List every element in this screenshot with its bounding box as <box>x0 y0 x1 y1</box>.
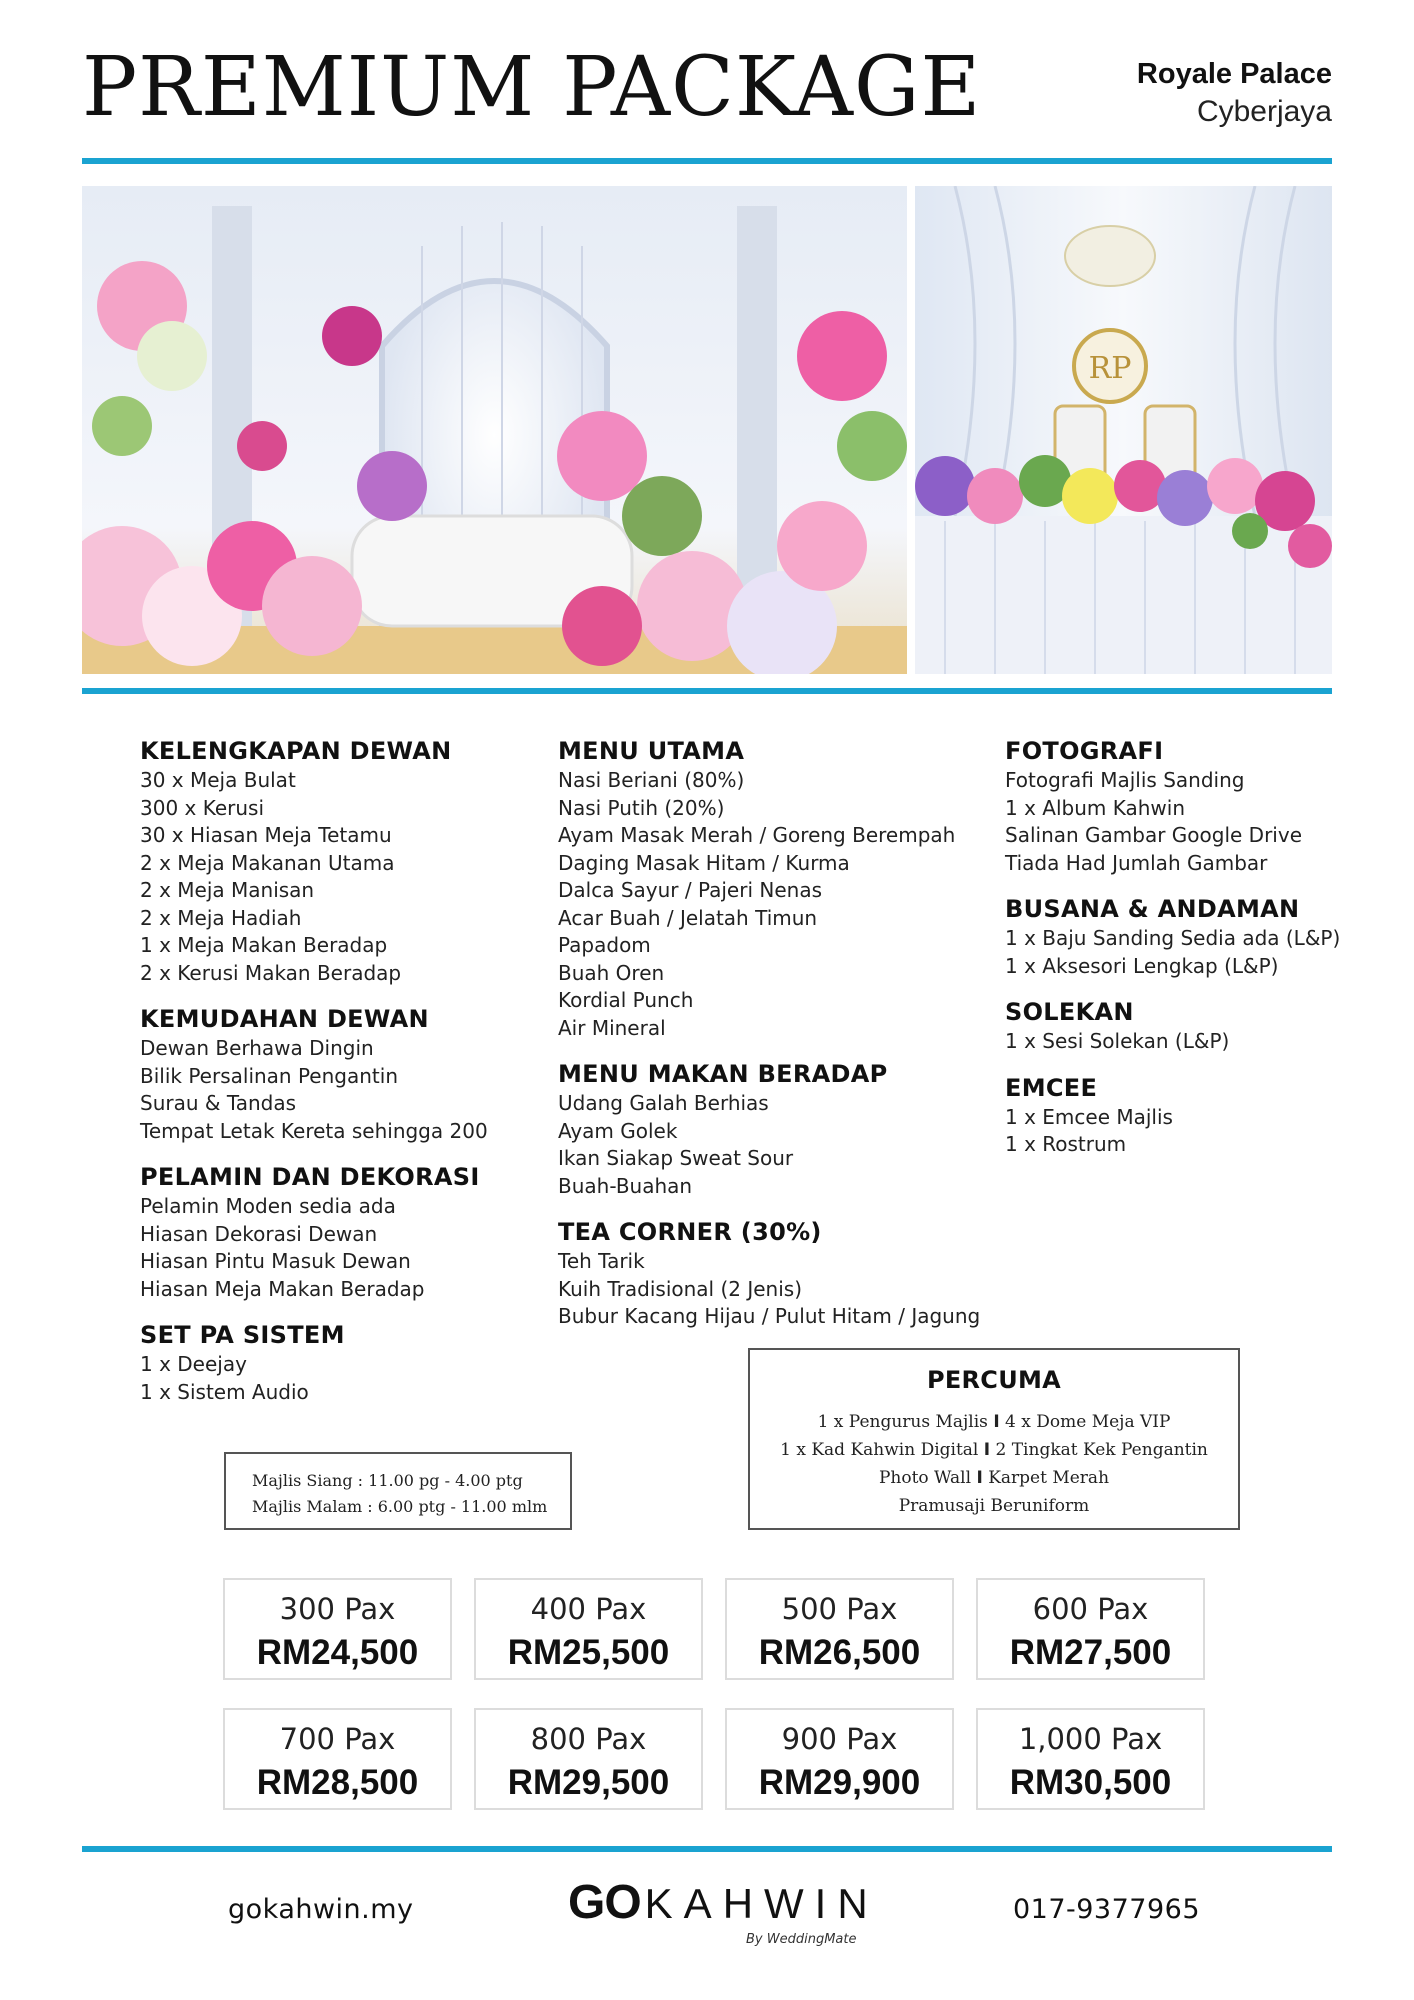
pax-label: 800 Pax <box>530 1722 647 1756</box>
price-amount: RM29,500 <box>507 1763 670 1802</box>
column-left <box>140 735 488 1422</box>
section-title: EMCEE <box>1005 1073 1098 1102</box>
list-item: Air Mineral <box>558 1015 666 1040</box>
venue-block <box>1137 58 1332 129</box>
venue-name: Royale Palace <box>1136 58 1332 90</box>
list-item: 1 x Rostrum <box>1005 1132 1127 1156</box>
list-item: Surau & Tandas <box>140 1091 297 1115</box>
list-item: 1 x Deejay <box>140 1352 247 1376</box>
logo-go: GO <box>568 1876 641 1929</box>
percuma-item: Karpet Merah <box>988 1468 1110 1488</box>
section-title: SOLEKAN <box>1005 998 1134 1026</box>
price-card <box>725 1578 954 1680</box>
logo-kahwin: KAHWIN <box>644 1880 879 1927</box>
list-item: Nasi Putih (20%) <box>558 795 725 820</box>
page-title: PREMIUM PACKAGE <box>82 40 982 135</box>
list-item: Pelamin Moden sedia ada <box>140 1194 396 1218</box>
list-item: Acar Buah / Jelatah Timun <box>558 905 818 930</box>
pax-label: 300 Pax <box>279 1592 396 1626</box>
list-item: 1 x Aksesori Lengkap (L&P) <box>1005 953 1279 978</box>
pax-label: 700 Pax <box>279 1722 396 1756</box>
list-item: Ayam Masak Merah / Goreng Berempah <box>558 823 956 847</box>
pax-label: 1,000 Pax <box>1018 1722 1163 1756</box>
price-card <box>474 1708 703 1810</box>
section-tea-corner <box>558 1216 980 1331</box>
percuma-item: 1 x Pengurus Majlis <box>817 1412 988 1432</box>
list-item: 1 x Sistem Audio <box>140 1379 309 1404</box>
list-item: 300 x Kerusi <box>140 795 265 820</box>
list-item: Bilik Persalinan Pengantin <box>140 1063 398 1088</box>
list-item: 30 x Meja Bulat <box>140 768 296 792</box>
price-amount: RM28,500 <box>256 1763 419 1802</box>
section-title: BUSANA & ANDAMAN <box>1005 895 1300 923</box>
list-item: 2 x Meja Hadiah <box>140 905 302 930</box>
list-item: 1 x Album Kahwin <box>1005 795 1186 820</box>
percuma-box <box>748 1348 1240 1530</box>
list-item: Tiada Had Jumlah Gambar <box>1005 850 1268 875</box>
price-amount: RM26,500 <box>758 1633 921 1672</box>
bottom-divider <box>82 1846 1332 1852</box>
section-title: FOTOGRAFI <box>1005 737 1164 765</box>
price-amount: RM30,500 <box>1009 1763 1172 1802</box>
list-item: Bubur Kacang Hijau / Pulut Hitam / Jagung <box>558 1304 981 1328</box>
price-amount: RM25,500 <box>507 1633 670 1672</box>
column-right <box>1005 735 1340 1175</box>
section-title: PELAMIN DAN DEKORASI <box>140 1163 480 1191</box>
list-item: Ikan Siakap Sweat Sour <box>558 1146 794 1170</box>
list-item: Teh Tarik <box>558 1249 645 1273</box>
section-solekan <box>1005 996 1340 1056</box>
section-fotografi <box>1005 735 1340 877</box>
list-item: 2 x Meja Manisan <box>140 878 315 902</box>
list-item: Nasi Beriani (80%) <box>558 768 745 792</box>
section-menu-utama <box>558 735 980 1042</box>
price-amount: RM29,900 <box>758 1763 921 1802</box>
price-card <box>474 1578 703 1680</box>
list-item: Salinan Gambar Google Drive <box>1005 823 1303 847</box>
section-emcee <box>1005 1072 1340 1159</box>
head-table-photo <box>915 186 1332 674</box>
time-malam: Majlis Malam : 6.00 ptg - 11.00 mlm <box>252 1497 548 1516</box>
middle-divider <box>82 688 1332 694</box>
pax-label: 600 Pax <box>1032 1592 1149 1626</box>
top-divider <box>82 158 1332 164</box>
list-item: Papadom <box>558 933 651 957</box>
list-item: 30 x Hiasan Meja Tetamu <box>140 823 392 847</box>
percuma-separator: I <box>993 1412 1000 1432</box>
time-siang: Majlis Siang : 11.00 pg - 4.00 ptg <box>252 1471 523 1490</box>
price-card <box>976 1578 1205 1680</box>
percuma-line: Pramusaji Beruniform <box>898 1496 1090 1516</box>
percuma-item: 4 x Dome Meja VIP <box>1005 1412 1171 1432</box>
pax-label: 900 Pax <box>781 1722 898 1756</box>
section-set-pa-sistem <box>140 1319 488 1406</box>
section-pelamin-dekorasi <box>140 1161 488 1303</box>
event-times-box <box>224 1452 572 1530</box>
list-item: 1 x Meja Makan Beradap <box>140 933 388 957</box>
list-item: Kordial Punch <box>558 988 694 1012</box>
percuma-title: PERCUMA <box>926 1366 1062 1394</box>
section-title: KELENGKAPAN DEWAN <box>140 737 452 765</box>
percuma-line <box>750 1408 1238 1436</box>
list-item: 2 x Kerusi Makan Beradap <box>140 960 402 985</box>
list-item: Udang Galah Berhias <box>558 1091 769 1115</box>
list-item: Buah Oren <box>558 960 665 985</box>
section-menu-makan-beradap <box>558 1058 980 1200</box>
percuma-item: 2 Tingkat Kek Pengantin <box>995 1440 1208 1460</box>
list-item: Tempat Letak Kereta sehingga 200 <box>140 1118 488 1143</box>
percuma-item: 1 x Kad Kahwin Digital <box>780 1440 979 1460</box>
section-title: MENU MAKAN BERADAP <box>558 1060 888 1088</box>
list-item: Dewan Berhawa Dingin <box>140 1036 374 1060</box>
price-amount: RM27,500 <box>1009 1633 1172 1672</box>
list-item: Fotografi Majlis Sanding <box>1005 768 1245 792</box>
pax-label: 500 Pax <box>781 1592 898 1626</box>
list-item: Daging Masak Hitam / Kurma <box>558 850 850 875</box>
percuma-line <box>750 1464 1238 1492</box>
list-item: Buah-Buahan <box>558 1173 693 1198</box>
section-busana-andaman <box>1005 893 1340 980</box>
list-item: Dalca Sayur / Pajeri Nenas <box>558 878 822 902</box>
price-card <box>725 1708 954 1810</box>
section-kelengkapan-dewan <box>140 735 488 987</box>
percuma-separator: I <box>976 1468 983 1488</box>
list-item: 1 x Sesi Solekan (L&P) <box>1005 1029 1230 1053</box>
pax-label: 400 Pax <box>530 1592 647 1626</box>
list-item: 1 x Baju Sanding Sedia ada (L&P) <box>1005 926 1341 950</box>
list-item: Hiasan Pintu Masuk Dewan <box>140 1249 411 1273</box>
monogram-text: RP <box>1088 351 1132 386</box>
price-card <box>223 1578 452 1680</box>
section-title: MENU UTAMA <box>558 737 745 765</box>
pelamin-photo <box>82 186 907 674</box>
price-card <box>976 1708 1205 1810</box>
list-item: Hiasan Dekorasi Dewan <box>140 1221 378 1246</box>
percuma-separator: I <box>983 1440 991 1460</box>
list-item: Kuih Tradisional (2 Jenis) <box>558 1276 802 1301</box>
venue-location: Cyberjaya <box>1196 95 1332 128</box>
section-title: TEA CORNER (30%) <box>558 1218 822 1246</box>
column-middle <box>558 735 980 1347</box>
price-amount: RM24,500 <box>256 1633 419 1672</box>
section-title: SET PA SISTEM <box>140 1321 345 1349</box>
list-item: Hiasan Meja Makan Beradap <box>140 1276 425 1301</box>
footer-website[interactable]: gokahwin.my <box>228 1894 414 1925</box>
price-card <box>223 1708 452 1810</box>
percuma-item: Photo Wall <box>878 1468 972 1488</box>
list-item: 1 x Emcee Majlis <box>1005 1104 1173 1129</box>
section-kemudahan-dewan <box>140 1003 488 1145</box>
brand-logo <box>568 1876 879 1947</box>
logo-tagline: By WeddingMate <box>746 1932 857 1947</box>
list-item: Ayam Golek <box>558 1118 678 1143</box>
price-grid <box>223 1578 1206 1810</box>
footer-phone[interactable]: 017-9377965 <box>1012 1894 1200 1925</box>
percuma-line <box>750 1436 1238 1464</box>
section-title: KEMUDAHAN DEWAN <box>140 1005 429 1033</box>
list-item: 2 x Meja Makanan Utama <box>140 850 395 875</box>
